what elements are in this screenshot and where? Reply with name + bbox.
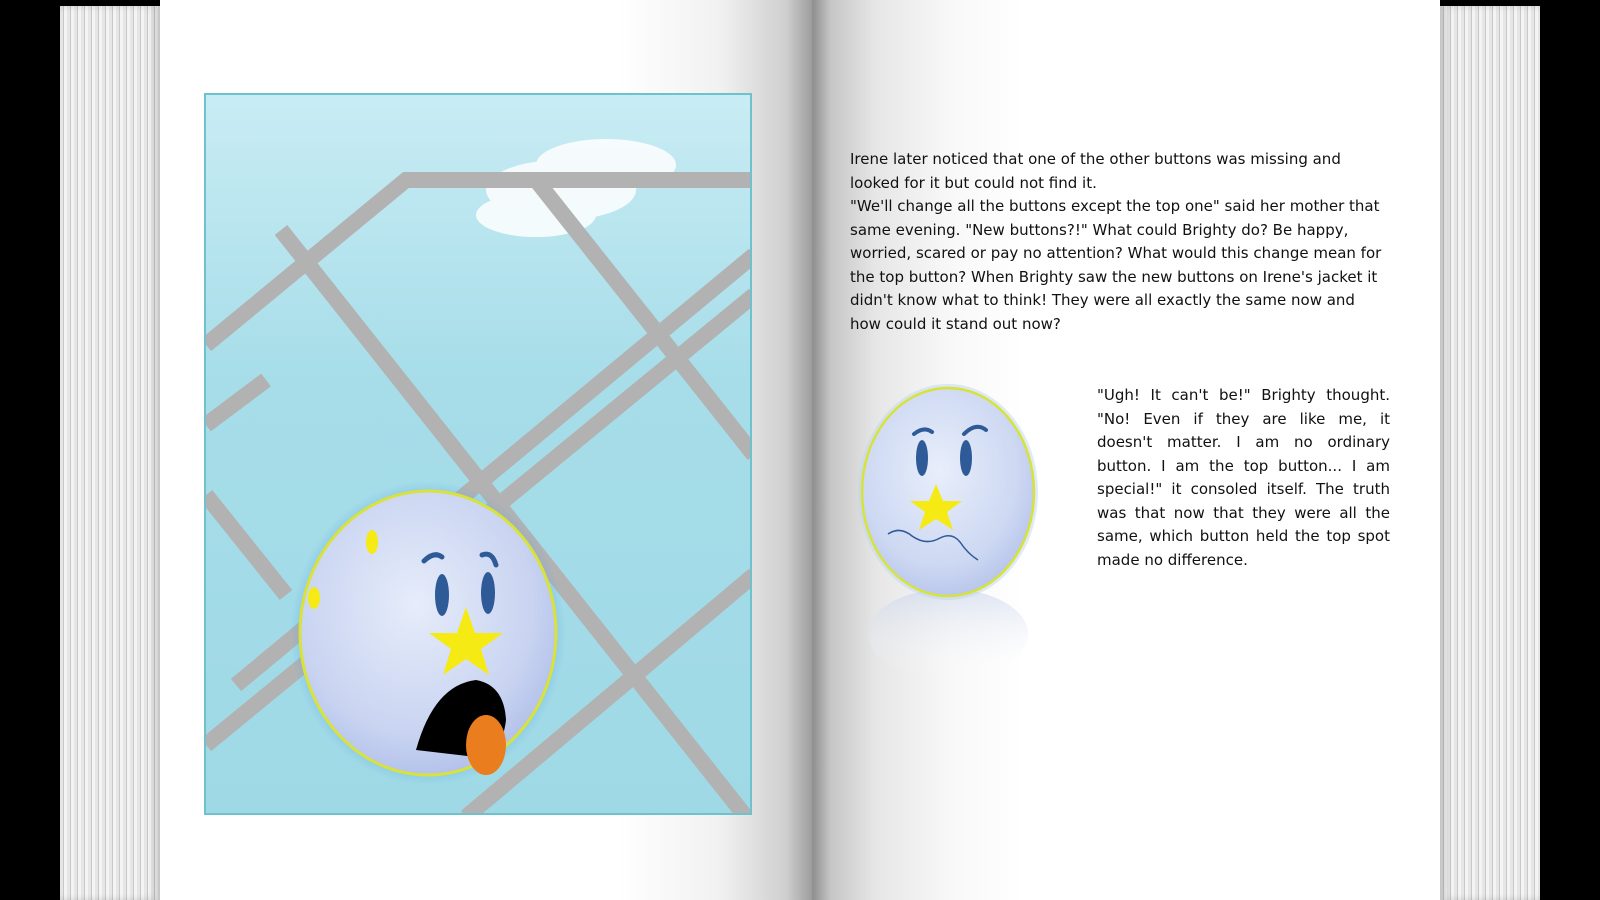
illustration-brighty-surprised <box>204 93 752 815</box>
button-character-icon <box>852 384 1042 684</box>
left-page[interactable] <box>160 0 812 900</box>
illustration-scene <box>206 95 752 815</box>
button-character-icon <box>290 481 566 785</box>
page-stack-right <box>1440 6 1540 900</box>
story-paragraph-top: Irene later noticed that one of the other buttons was missing and looked for it but could not find it. "We'll change all the buttons except the top one" said her mother that same evening. "New buttons?!" What could Brighty do? Be happy, worried, scared or pay no attention? What would this change mean for the top button? When Brighty saw the new buttons on Irene's jacket it didn't know what to think! They were all exactly the same now and how could it stand out now? <box>850 150 1382 333</box>
right-page[interactable] <box>812 0 1440 900</box>
page-stack-left <box>60 6 160 900</box>
story-paragraph-side: "Ugh! It can't be!" Brighty thought. "No! Even if they are like me, it doesn't matter. I am no ordinary button. I am the top button... I am special!" it consoled itself. The truth was that now that they were all the same, which button held the top spot made no difference. <box>1097 386 1390 569</box>
